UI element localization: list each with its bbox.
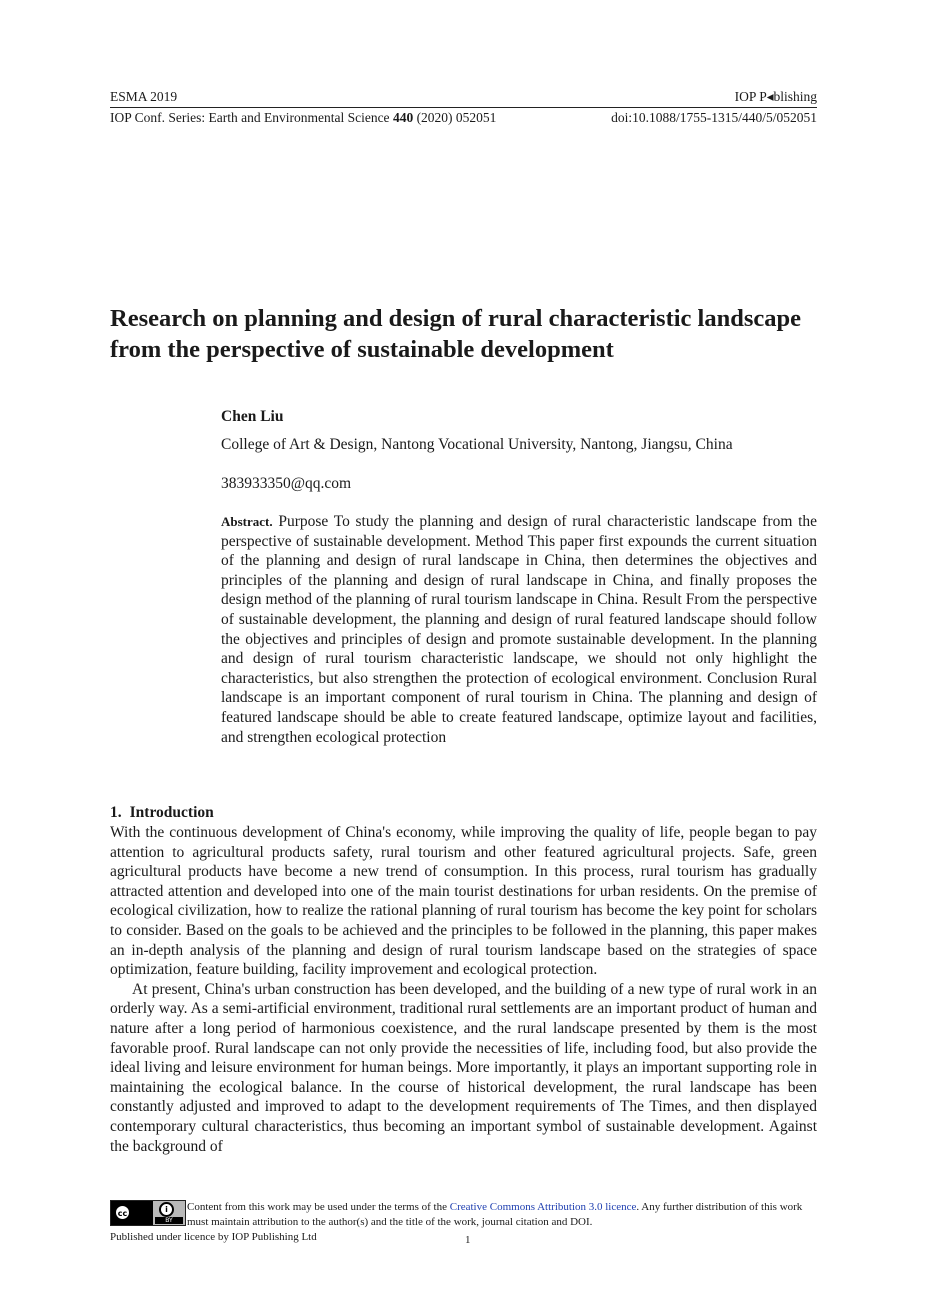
author-affiliation: College of Art & Design, Nantong Vocational University, Nantong, Jiangsu, China	[221, 436, 733, 453]
body-paragraph: At present, China's urban construction has been developed, and the building of a new type of rural work in an orderly way. As a semi-artificial environment, traditional rural settlements are an important product of human and nature after a long period of harmonious coexistence, and the rural landscape presented by them is the most favorable proof. Rural landscape can not only provide the necessities of life, including food, but also provide the ideal living and leisure environment for human beings. More importantly, it plays an important supporting role in maintaining the ecological balance. In the course of historical development, the rural landscape has been constantly adjusted and improved to adapt to the development requirements of The Times, and then displayed contemporary cultural characteristics, thus becoming an important symbol of sustainable development. Against the background of	[110, 980, 817, 1155]
author-email[interactable]: 383933350@qq.com	[221, 475, 352, 492]
licence-text-pre: Content from this work may be used under the terms of the	[187, 1201, 447, 1213]
cc-by-license-badge[interactable]	[110, 1200, 186, 1226]
publisher-licence-line: Published under licence by IOP Publishing Ltd	[110, 1231, 317, 1243]
year-article: (2020) 052051	[416, 110, 497, 125]
volume-number: 440	[392, 110, 414, 125]
licence-notice	[187, 1200, 817, 1230]
page-number: 1	[465, 1234, 471, 1246]
journal-citation	[110, 110, 496, 126]
abstract	[221, 512, 817, 747]
licence-text-post: . Any further distribution of this work must maintain attribution to the author(s) and the title of the work, journal citation and DOI.	[187, 1201, 803, 1228]
publisher-name: IOP P◂blishing	[734, 89, 817, 104]
section-title: Introduction	[129, 804, 214, 821]
by-label: BY	[155, 1217, 183, 1224]
running-header-top	[110, 89, 817, 108]
abstract-text: Purpose To study the planning and design of rural characteristic landscape from the perspective of sustainable development. Method This paper first expounds the current situation of the planning and design of rural landscape in China, then determines the objectives and principles of the planning and design of rural landscape in China, and finally proposes the design method of the planning of rural tourism landscape in China. Result From the perspective of sustainable development, the planning and design of rural featured landscape should follow the objectives and principles of design and promote sustainable development. In the planning and design of rural tourism characteristic landscape, we should not only highlight the characteristics, but also strengthen the protection of ecological environment. Conclusion Rural landscape is an important component of rural tourism in China. The planning and design of featured landscape should be able to create featured landscape, optimize layout and facilities, and strengthen ecological protection	[221, 513, 818, 746]
paper-title: Research on planning and design of rural characteristic landscape from the perspective of sustainable development	[110, 305, 802, 363]
section-body	[110, 823, 817, 1156]
abstract-label: Abstract.	[221, 514, 273, 529]
licence-link[interactable]: Creative Commons Attribution 3.0 licence	[449, 1201, 637, 1213]
series-name: IOP Conf. Series: Earth and Environmental Science	[110, 110, 390, 125]
cc-icon: cc	[114, 1204, 131, 1221]
section-heading	[110, 804, 214, 822]
author-name: Chen Liu	[221, 408, 284, 425]
conference-name: ESMA 2019	[110, 89, 178, 104]
doi-link[interactable]: doi:10.1088/1755-1315/440/5/052051	[611, 110, 817, 125]
attribution-person-icon: i	[159, 1202, 174, 1217]
section-number: 1.	[110, 804, 122, 821]
body-paragraph: With the continuous development of China's economy, while improving the quality of life, people began to pay attention to agricultural products safety, rural tourism and other featured agricultural projects. Safe, green agricultural products have become a new trend of consumption. In this process, rural tourism has gradually attracted attention and developed into one of the main tourist destinations for urban residents. On the premise of ecological civilization, how to realize the rational planning of rural tourism has become the key point for scholars to consider. Based on the goals to be achieved and the principles to be followed in the planning, this paper makes an in-depth analysis of the planning and design of rural tourism landscape based on the strategies of space optimization, feature building, facility improvement and ecological protection.	[110, 824, 817, 979]
